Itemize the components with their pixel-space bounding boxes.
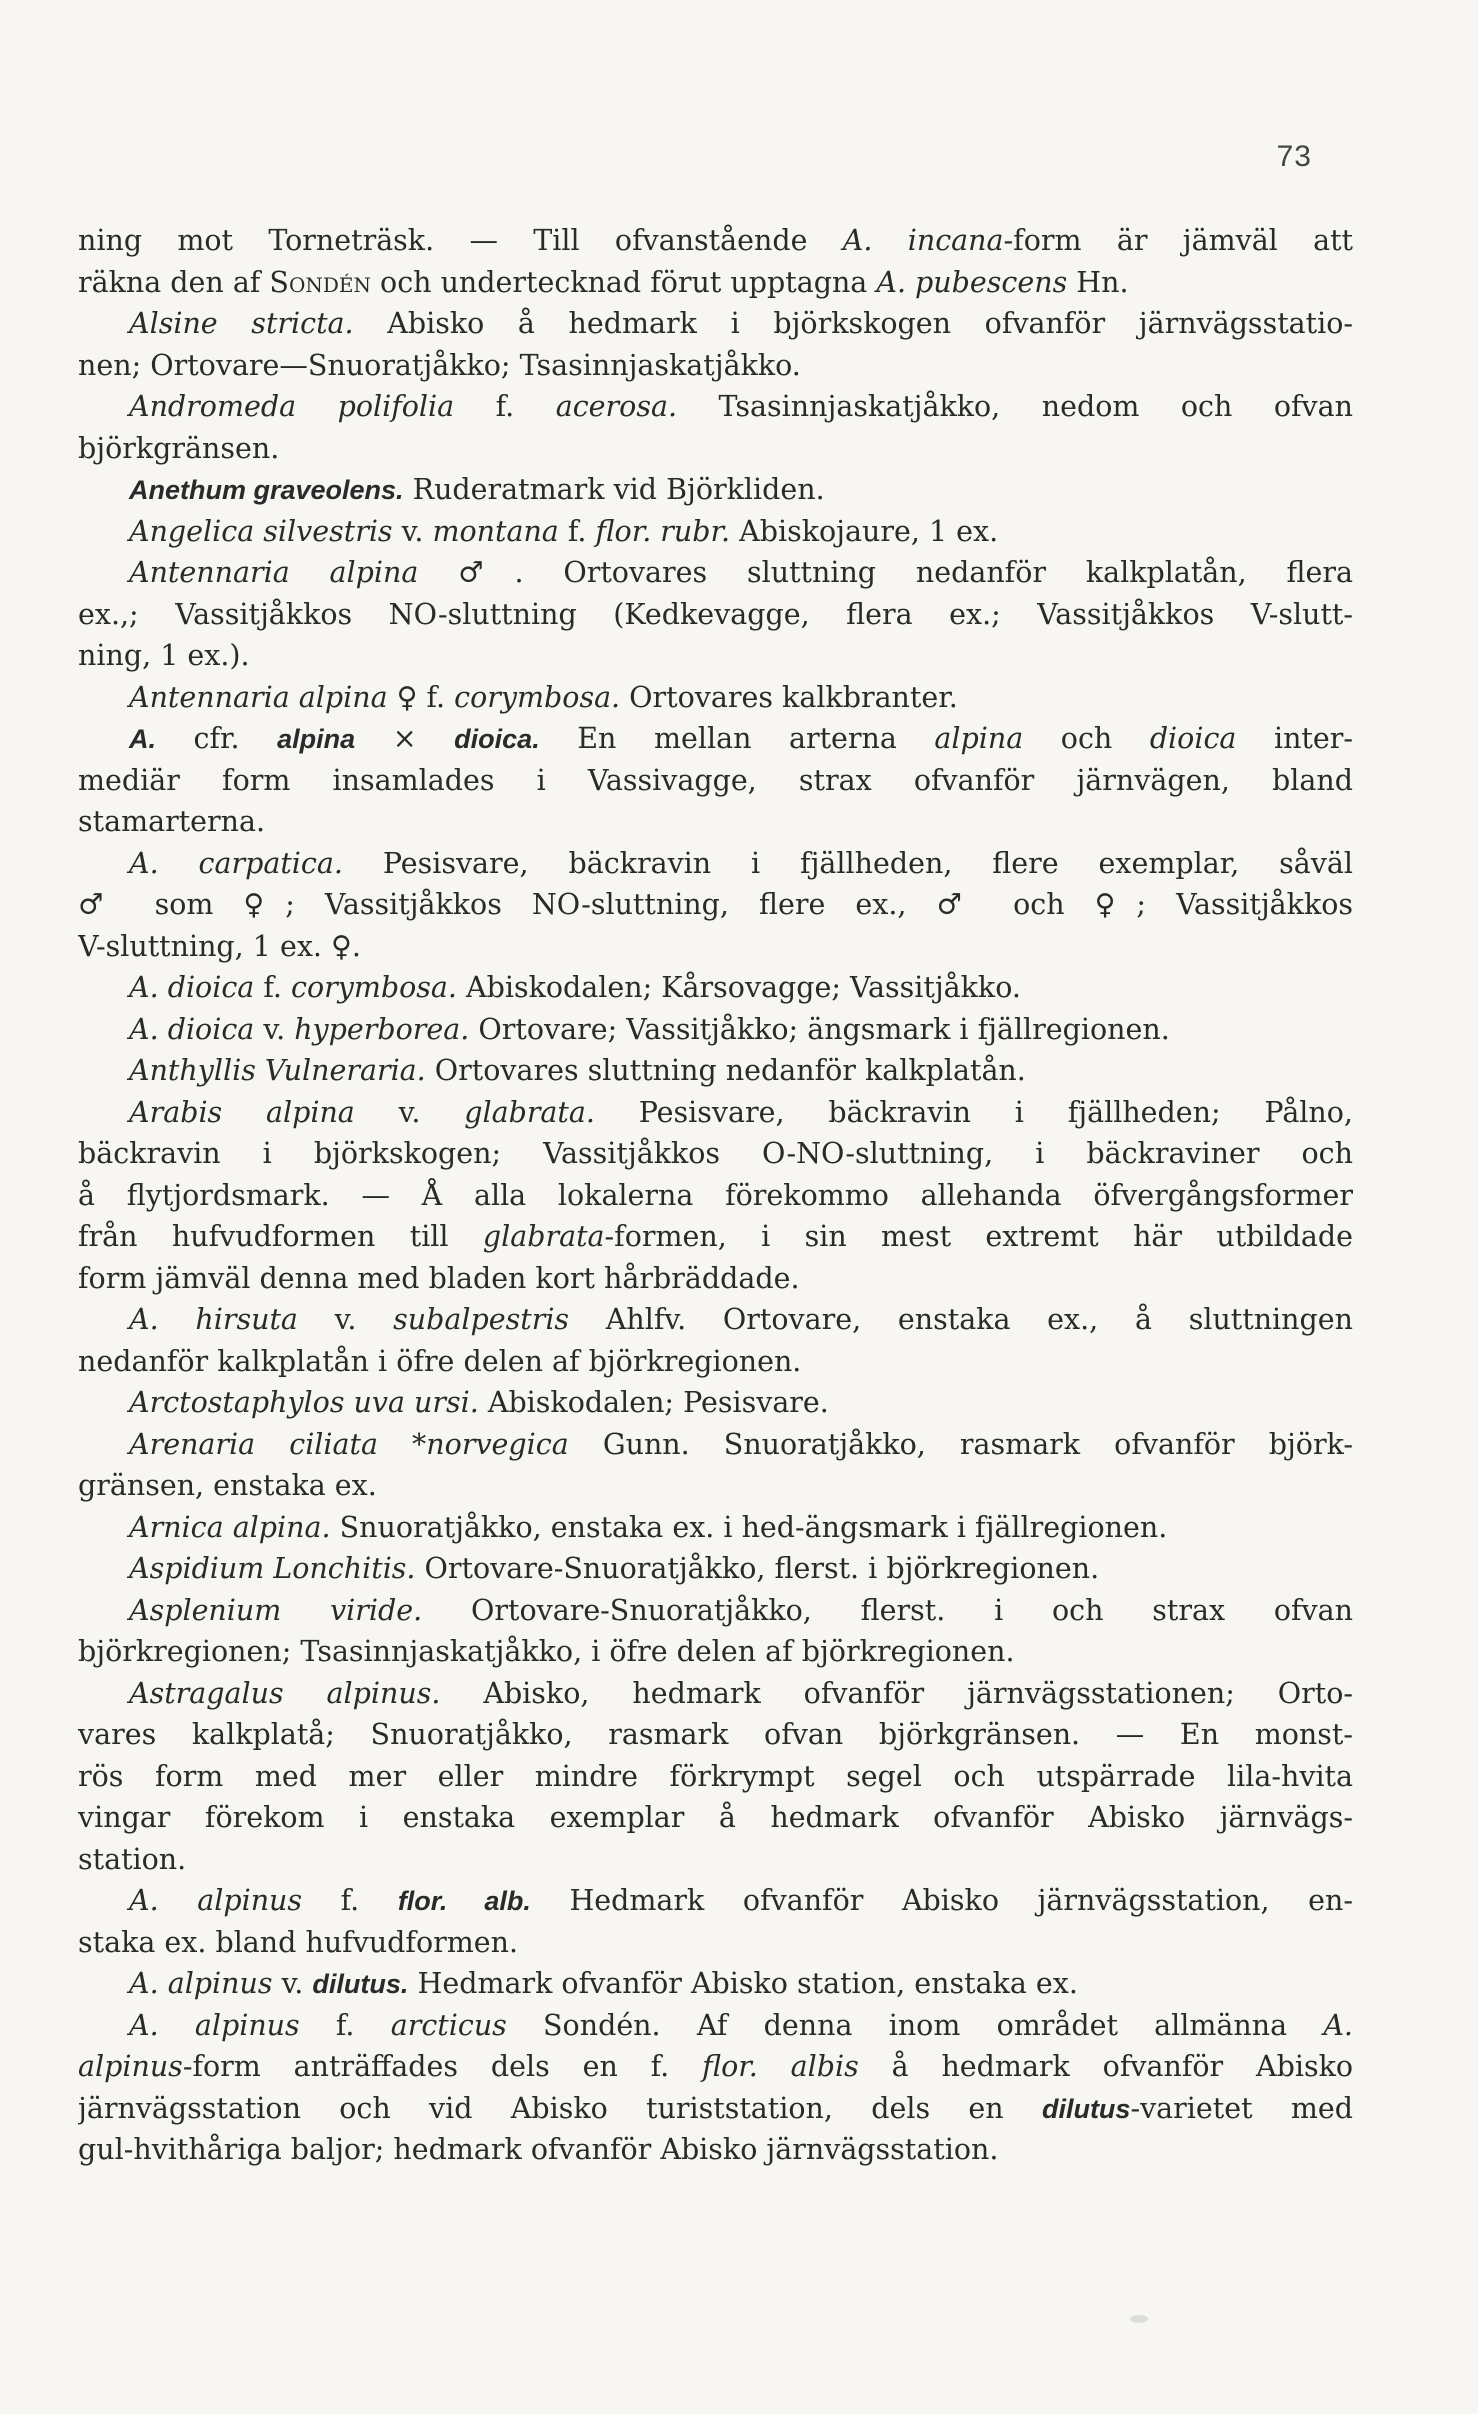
text-line [78, 1507, 1353, 1549]
styled-span: A. [1323, 2008, 1353, 2042]
text-span: Ruderatmark vid Björkliden. [403, 473, 825, 506]
text-line [78, 2129, 1353, 2171]
text-span: v. [254, 1012, 295, 1046]
text-span: och undertecknad förut upptagna [370, 265, 877, 299]
styled-span: Arnica alpina. [129, 1510, 331, 1544]
text-span: å hedmark ofvanför Abisko [858, 2050, 1353, 2083]
text-span: ♀ f. [387, 680, 455, 714]
text-span: -form är jämväl att [1003, 224, 1353, 257]
text-span: Pesisvare, bäckravin i fjällheden; Pålno, [594, 1095, 1353, 1129]
text-span: mediär form insamlades i Vassivagge, strax ofvanför järnvägen, bland [78, 763, 1353, 797]
text-span: inter- [1236, 722, 1353, 755]
text-line [78, 760, 1353, 802]
styled-span: subalpestris [393, 1303, 570, 1336]
text-line [78, 1963, 1353, 2005]
styled-span: Astragalus alpinus. [129, 1676, 441, 1710]
styled-span: montana [432, 514, 559, 548]
text-span: Abisko, hedmark ofvanför järnvägsstationen; Orto- [440, 1676, 1353, 1710]
text-span: bäckravin i björkskogen; Vassitjåkkos O-NO-sluttning, i bäckraviner och [78, 1137, 1353, 1170]
text-span: stamarterna. [78, 805, 266, 838]
text-span: En mellan arterna [539, 722, 935, 755]
styled-span: arcticus [390, 2008, 507, 2042]
styled-span: alpina [277, 724, 356, 754]
text-span: vares kalkplatå; Snuoratjåkko, rasmark ofvan björkgränsen. — En monst- [78, 1718, 1353, 1751]
text-line [78, 1631, 1353, 1673]
styled-span: Antennaria alpina [129, 556, 419, 589]
text-span: V-sluttning, 1 ex. ♀. [78, 929, 361, 963]
text-span: Ahlfv. Ortovare, enstaka ex., å sluttningen [569, 1303, 1353, 1336]
text-line [78, 1465, 1353, 1507]
text-line [78, 511, 1353, 553]
text-span: v. [272, 1967, 313, 2000]
styled-span: A. alpinus [129, 2008, 300, 2042]
styled-span: flor. alb. [397, 1886, 531, 1916]
text-span: v. [297, 1303, 394, 1336]
styled-span: Asplenium viride. [129, 1593, 423, 1627]
body-text [78, 220, 1353, 2171]
text-span: f. [299, 2008, 391, 2042]
text-span: gränsen, enstaka ex. [78, 1469, 377, 1502]
text-span: Pesisvare, bäckravin i fjällheden, flere exemplar, såväl [342, 846, 1353, 880]
styled-span: Arctostaphylos uva ursi. [129, 1386, 479, 1419]
styled-span: flor. albis [702, 2050, 859, 2083]
styled-span: A. dioica [129, 1012, 255, 1046]
styled-span: Anethum graveolens. [129, 475, 404, 505]
text-span: nedanför kalkplatån i öfre delen af björkregionen. [78, 1344, 802, 1378]
text-span: form jämväl denna med bladen kort hårbräddade. [78, 1261, 800, 1295]
text-line [78, 552, 1353, 594]
text-span: cfr. [156, 722, 278, 755]
text-line [78, 1839, 1353, 1881]
styled-span: Andromeda polifolia [129, 390, 455, 423]
styled-span: Angelica silvestris [129, 514, 393, 548]
styled-span: dioica [1149, 722, 1237, 755]
text-span: Ortovares kalkbranter. [620, 680, 958, 714]
styled-span: A. carpatica. [129, 846, 343, 880]
text-line [78, 345, 1353, 387]
text-span [872, 224, 907, 257]
styled-span: corymbosa. [454, 680, 621, 714]
text-line [78, 220, 1353, 262]
styled-span: Arenaria ciliata *norvegica [129, 1427, 569, 1461]
styled-span: A. alpinus [129, 1884, 303, 1917]
styled-span: Anthyllis Vulneraria. [129, 1054, 426, 1087]
text-span: station. [78, 1842, 187, 1876]
styled-span: dilutus. [312, 1969, 409, 1999]
text-span: -form anträffades dels en f. [182, 2050, 703, 2083]
text-line [78, 303, 1353, 345]
text-line [78, 1424, 1353, 1466]
text-span: Ortovares sluttning nedanför kalkplatån. [425, 1054, 1026, 1087]
text-line [78, 1880, 1353, 1922]
styled-span: Antennaria alpina [129, 680, 388, 714]
text-line [78, 2005, 1353, 2047]
text-span: vingar förekom i enstaka exemplar å hedmark ofvanför Abisko järnvägs- [78, 1801, 1353, 1834]
styled-span: alpinus [78, 2050, 183, 2083]
text-span: f. [254, 971, 292, 1004]
styled-span: corymbosa. [291, 971, 457, 1004]
page-number: 73 [1276, 140, 1312, 173]
text-span: v. [354, 1095, 465, 1129]
text-span: Abiskodalen; Kårsovagge; Vassitjåkko. [456, 971, 1021, 1004]
text-span: Abisko å hedmark i björkskogen ofvanför järnvägsstatio- [353, 307, 1353, 340]
styled-span: acerosa. [555, 390, 677, 423]
text-line [78, 1922, 1353, 1964]
styled-span: A. dioica [129, 971, 255, 1004]
text-span: ♂. Ortovares sluttning nedanför kalkplatån, flera [418, 556, 1353, 589]
text-line [78, 1590, 1353, 1632]
text-line [78, 1673, 1353, 1715]
text-line [78, 262, 1353, 304]
text-line [78, 926, 1353, 968]
text-line [78, 1756, 1353, 1798]
text-span: Gunn. Snuoratjåkko, rasmark ofvanför björk- [568, 1427, 1353, 1461]
text-span: f. [454, 390, 556, 423]
text-span: ♂ som ♀; Vassitjåkkos NO-sluttning, flere ex., ♂ och ♀; Vassitjåkkos [78, 888, 1353, 921]
text-line [78, 1548, 1353, 1590]
text-span: × [355, 722, 455, 755]
text-line [78, 1175, 1353, 1217]
styled-span: Sondén [269, 265, 371, 299]
text-span: rös form med mer eller mindre förkrympt segel och utspärrade lila-hvita [78, 1759, 1353, 1793]
styled-span: hyperborea. [294, 1012, 470, 1046]
text-span: Ortovare-Snuoratjåkko, flerst. i björkregionen. [415, 1552, 1100, 1585]
text-line [78, 1009, 1353, 1051]
text-span: -formen, i sin mest extremt här utbildade [604, 1220, 1353, 1253]
styled-span: A. [129, 724, 156, 754]
text-span: räkna den af [78, 265, 270, 299]
text-line [78, 386, 1353, 428]
styled-span: Alsine stricta. [129, 307, 354, 340]
text-line [78, 718, 1353, 760]
text-span: nen; Ortovare—Snuoratjåkko; Tsasinnjaskatjåkko. [78, 348, 801, 382]
text-span: Hn. [1067, 265, 1129, 299]
text-span: Tsasinnjaskatjåkko, nedom och ofvan [677, 390, 1353, 423]
text-line [78, 1133, 1353, 1175]
text-line [78, 1714, 1353, 1756]
text-line [78, 1299, 1353, 1341]
text-line [78, 1382, 1353, 1424]
text-span: v. [392, 514, 433, 548]
styled-span: glabrata. [464, 1095, 595, 1129]
text-span: Ortovare; Vassitjåkko; ängsmark i fjällregionen. [469, 1012, 1170, 1046]
text-span: Snuoratjåkko, enstaka ex. i hed-ängsmark i fjällregionen. [330, 1510, 1168, 1544]
text-line [78, 884, 1353, 926]
text-line [78, 1216, 1353, 1258]
styled-span: A. hirsuta [129, 1303, 298, 1336]
text-span: ex.,; Vassitjåkkos NO-sluttning (Kedkevagge, flera ex.; Vassitjåkkos V-slutt- [78, 597, 1353, 631]
text-line [78, 1341, 1353, 1383]
text-line [78, 1797, 1353, 1839]
text-line [78, 967, 1353, 1009]
text-span: staka ex. bland hufvudformen. [78, 1925, 519, 1959]
text-span: Hedmark ofvanför Abisko järnvägsstation, en- [530, 1884, 1353, 1917]
text-span: -varietet med [1130, 2091, 1353, 2125]
text-line [78, 2088, 1353, 2130]
styled-span: Aspidium Lonchitis. [129, 1552, 416, 1585]
text-span: å flytjordsmark. — Å alla lokalerna förekommo allehanda öfvergångsformer [78, 1178, 1353, 1212]
styled-span: dilutus [1041, 2093, 1131, 2124]
styled-span: dioica. [454, 724, 540, 754]
styled-span: Arabis alpina [129, 1095, 355, 1129]
text-span: Hedmark ofvanför Abisko station, enstaka ex. [408, 1967, 1078, 2000]
text-span: björkgränsen. [78, 431, 280, 465]
text-line [78, 428, 1353, 470]
text-span: Ortovare-Snuoratjåkko, flerst. i och strax ofvan [422, 1593, 1353, 1627]
text-line [78, 635, 1353, 677]
text-line [78, 677, 1353, 719]
styled-span: glabrata [482, 1220, 605, 1253]
text-span: Abiskodalen; Pesisvare. [478, 1386, 829, 1419]
text-span: Sondén. Af denna inom området allmänna [506, 2008, 1324, 2042]
text-line [78, 2046, 1353, 2088]
styled-span: A. alpinus [129, 1967, 273, 2000]
text-line [78, 801, 1353, 843]
text-line [78, 1050, 1353, 1092]
text-line [78, 469, 1353, 511]
text-line [78, 1092, 1353, 1134]
text-span: och [1023, 722, 1150, 755]
ink-smudge [1130, 2315, 1148, 2323]
text-span: Abiskojaure, 1 ex. [730, 514, 999, 548]
text-span: björkregionen; Tsasinnjaskatjåkko, i öfre delen af björkregionen. [78, 1635, 1015, 1668]
text-span: järnvägsstation och vid Abisko turiststation, dels en [78, 2091, 1042, 2125]
styled-span: A. [842, 224, 873, 257]
text-span: f. [302, 1884, 398, 1917]
text-line [78, 843, 1353, 885]
text-span: f. [558, 514, 596, 548]
text-line [78, 594, 1353, 636]
text-span: ning, 1 ex.). [78, 639, 250, 672]
styled-span: flor. rubr. [595, 514, 731, 548]
text-span: ning mot Torneträsk. — Till ofvanstående [78, 224, 843, 257]
text-span: från hufvudformen till [78, 1220, 483, 1253]
text-span: gul-hvithåriga baljor; hedmark ofvanför Abisko järnvägsstation. [78, 2133, 999, 2166]
text-line [78, 1258, 1353, 1300]
styled-span: incana [907, 224, 1004, 257]
styled-span: alpina [934, 722, 1024, 755]
styled-span: A. pubescens [876, 265, 1068, 299]
